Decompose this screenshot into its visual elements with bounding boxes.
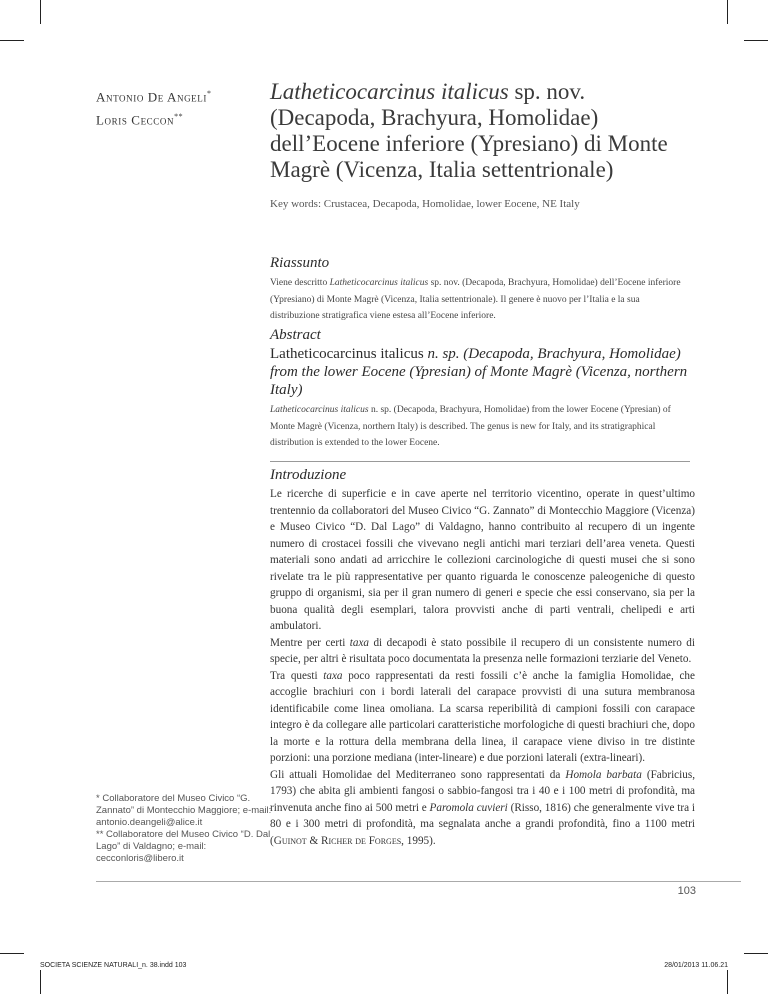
abstract-species: Latheticocarcinus italicus (270, 405, 369, 415)
paper-title (270, 79, 690, 183)
p3-taxa: taxa (323, 669, 343, 682)
crop-mark (40, 0, 41, 24)
intro-paragraph-1: Le ricerche di superficie e in cave aperte nel territorio vicentino, operate in quest’ultimo trentennio da collaboratori del Museo Civico “G. Zannato” di Montecchio Maggiore (Vicenza) e Museo Civico “D. Dal Lago” di Valdagno, hanno contribuito al recupero di un ingente numero di crostacei fossili che vivevano negli antichi mari terziari dell’area veneta. Questi materiali sono andati ad arricchire le collezioni carcinologiche di questi musei che si sono rivelate tra le più rappresentative per quanto riguarda le conoscenze paleogeniche di questo gruppo di organismi, sia per il gran numero di generi e specie che essi conservano, sia per la buona qualità degli esemplari, talora provvisti anche di parti ventrali, chelipedi e arti ambulatori. (270, 488, 695, 632)
crop-mark (727, 970, 728, 994)
p4-a: Gli attuali Homolidae del Mediterraneo sono rappresentati da (270, 768, 566, 781)
p2-b: di decapodi è stato possibile il recupero di un consistente numero di specie, per altri è risultata poco documentata la presenza nelle formazioni terziarie del Veneto. (270, 636, 695, 665)
crop-mark (40, 970, 41, 994)
section-divider (270, 461, 690, 462)
author-2-mark: ** (174, 112, 184, 122)
p3-a: Tra questi (270, 669, 324, 682)
p4-c: (Risso, 1816) che generalmente vive tra i 80 e i 300 metri di profondità, ma segnalata anche a grandi profondità, fino a 1100 metri ( (270, 801, 695, 847)
intro-body (270, 486, 695, 849)
author-2 (96, 107, 276, 130)
p2-taxa: taxa (349, 636, 370, 649)
p4-d: , 1995). (401, 834, 436, 847)
footnote-1: * Collaboratore del Museo Civico “G. Zannato” di Montecchio Maggiore; e-mail: antonio.deangeli@alice.it (96, 793, 272, 828)
author-1 (96, 84, 276, 107)
riassunto-text (270, 275, 690, 325)
keywords: Key words: Crustacea, Decapoda, Homolidae, lower Eocene, NE Italy (270, 198, 580, 210)
p4-species-2: Paromola cuvieri (429, 801, 508, 814)
print-slug-date: 28/01/2013 11.06.21 (664, 962, 728, 969)
intro-paragraph-4 (270, 767, 695, 850)
p4-species-1: Homola barbata (565, 768, 642, 781)
page-number: 103 (677, 885, 696, 897)
abstract-heading: Abstract (270, 327, 321, 343)
author-1-mark: * (206, 89, 212, 98)
riassunto-species: Latheticocarcinus italicus (329, 278, 429, 288)
title-species: Latheticocarcinus italicus (270, 79, 509, 104)
intro-paragraph-3 (270, 668, 695, 767)
crop-mark (0, 953, 24, 954)
abstract-title-species: Latheticocarcinus italicus (270, 346, 424, 362)
abstract-text-rest: n. sp. (Decapoda, Brachyura, Homolidae) from the lower Eocene (Ypresian) of Monte Magrè (Vicenza, northern Italy) is described. The genus is new for Italy, and its stratigraphical distribution is extended to the lower Eocene. (270, 405, 671, 448)
crop-mark (0, 40, 24, 41)
crop-mark (727, 0, 728, 24)
riassunto-heading: Riassunto (270, 255, 330, 271)
print-slug-file: SOCIETA SCIENZE NATURALI_n. 38.indd 103 (40, 962, 187, 969)
p4-b: (Fabricius, 1793) che abita gli ambienti fangosi o sabbio-fangosi tra i 40 e i 100 metri di profondità, ma rinvenuta anche fino ai 500 metri e (270, 768, 696, 814)
abstract-title-rest: n. sp. (Decapoda, Brachyura, Homolidae) from the lower Eocene (Ypresian) of Monte Magrè (Vicenza, northern Italy) (270, 346, 688, 398)
riassunto-text-a: Viene descritto (270, 278, 330, 288)
p3-b: poco rappresentati da resti fossili c’è anche la famiglia Homolidae, che accoglie brachiuri con i bordi laterali del carapace provvisti di una sutura membranosa identificabile come linea omoliana. La scarsa reperibilità di campioni fossili con carapace integro è da collegare alle particolari caratteristiche morfologiche di questi brachiuri che, dopo la morte e la rottura della membrana della linea, il carapace viene diviso in tre distinte porzioni: una porzione mediana (inter-lineare) e due porzioni laterali (extra-lineari). (270, 669, 695, 764)
crop-mark (744, 40, 768, 41)
p4-reference: Guinot & Richer de Forges (273, 834, 402, 847)
footer-rule (96, 881, 741, 882)
title-rest: sp. nov. (Decapoda, Brachyura, Homolidae) dell’Eocene inferiore (Ypresiano) di Monte Magrè (Vicenza, Italia settentrionale) (270, 79, 668, 182)
intro-paragraph-2 (270, 635, 695, 668)
authors (96, 84, 276, 131)
p2-a: Mentre per certi (270, 636, 350, 649)
footnote-2: ** Collaboratore del Museo Civico “D. Dal Lago” di Valdagno; e-mail: cecconloris@libero.it (96, 829, 271, 864)
intro-heading: Introduzione (270, 467, 347, 483)
author-2-name: Loris Ceccon (96, 112, 175, 128)
riassunto-text-b: sp. nov. (Decapoda, Brachyura, Homolidae) dell’Eocene inferiore (Ypresiano) di Monte Magrè (Vicenza, Italia settentrionale). Il genere è nuovo per l’Italia e la sua distribuzione stratigrafica viene estesa all’Eocene inferiore. (270, 278, 681, 321)
author-1-name: Antonio De Angeli (96, 89, 207, 105)
crop-mark (744, 953, 768, 954)
abstract-text (270, 402, 690, 452)
abstract-title (270, 345, 690, 399)
